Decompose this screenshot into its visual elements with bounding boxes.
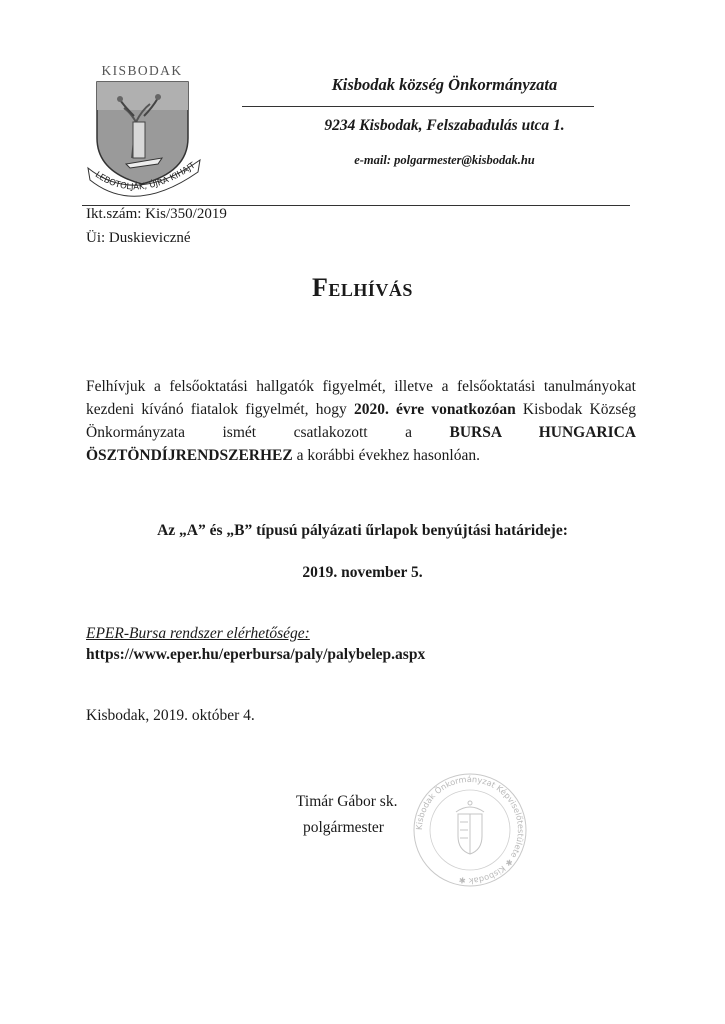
crest-name: KISBODAK (101, 63, 183, 78)
body-paragraph (86, 375, 636, 467)
coat-of-arms (80, 60, 205, 210)
stamp-emblem (456, 801, 484, 854)
letterhead-name: Kisbodak község Önkormányzata (331, 75, 558, 94)
deadline-label: Az „A” és „B” típusú pályázati űrlapok benyújtási határideje: (157, 522, 568, 539)
deadline-date: 2019. november 5. (302, 564, 423, 581)
letterhead-email: e-mail: polgarmester@kisbodak.hu (354, 153, 535, 167)
eper-label: EPER-Bursa rendszer elérhetősége: (86, 625, 310, 642)
signatory-name: Timár Gábor sk. (296, 793, 398, 810)
reference-number: Ikt.szám: Kis/350/2019 (86, 206, 227, 222)
crest-motto: LEBOTOLJÁK, ÚJRA KIHAJT (93, 160, 198, 193)
body-text-1: Felhívjuk a felsőoktatási hallgatók figyelmét, illetve a felsőoktatási tanulmányokat kezdeni kívánó fiatalok figyelmét, hogy (86, 378, 636, 418)
signatory-title: polgármester (303, 819, 384, 836)
letterhead-divider (242, 106, 594, 107)
official-stamp (410, 770, 530, 890)
document-title: Felhívás (312, 273, 413, 302)
letterhead-address: 9234 Kisbodak, Felszabadulás utca 1. (324, 117, 565, 134)
body-text-2: Kisbodak Község Önkormányzata ismét csatlakozott a (86, 401, 636, 441)
eper-link[interactable]: https://www.eper.hu/eperbursa/paly/palybelep.aspx (86, 646, 426, 663)
body-year: 2020. évre vonatkozóan (353, 401, 516, 418)
body-text-3: a korábbi évekhez hasonlóan. (292, 447, 480, 464)
place-date: Kisbodak, 2019. október 4. (86, 707, 255, 724)
body-program: BURSA HUNGARICA ÖSZTÖNDÍJRENDSZERHEZ (86, 424, 636, 464)
stamp-text: Kisbodak Önkormányzat Képviselőtestülete ✱ Kisbodak ✱ (413, 773, 527, 887)
clerk-name: Üi: Duskieviczné (86, 230, 191, 246)
